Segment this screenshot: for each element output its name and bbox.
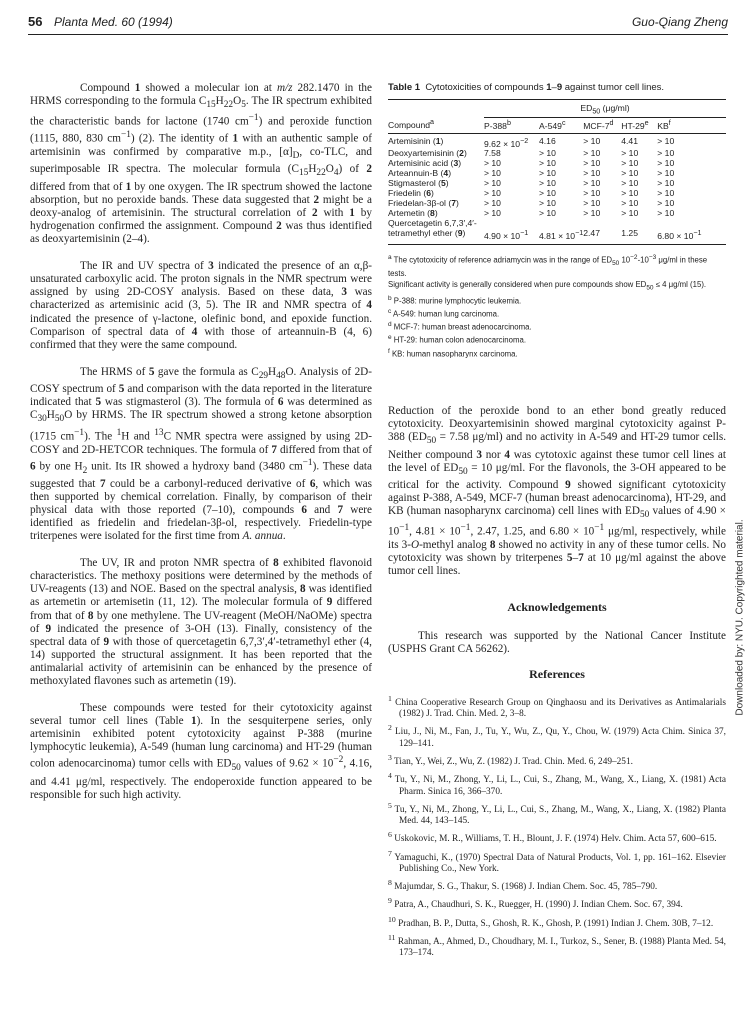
right-column: [388, 405, 726, 961]
column-header: P-388$^b$: [484, 117, 539, 133]
ed50-cell: > 10: [657, 178, 675, 189]
ed50-cell: > 10: [621, 168, 639, 179]
compound-cell: Artemetin (8): [388, 208, 438, 219]
ed50-cell: 4.16: [539, 135, 556, 146]
author-name: Guo-Qiang Zheng: [631, 15, 728, 29]
running-header: [28, 14, 728, 34]
paragraph: The IR and UV spectra of 3 indicated the presence of an α,β-unsaturated carboxylic acid. The proton signals in the NMR spectrum were assigned by using 2D-COSY analysis. Based on these data, 3 was characterized as artemisinic acid (3, 5). The IR and NMR spectra of 4 indicated the presence of γ-lactone, olefinic bond, and epoxide function. Comparison of spectral data of 4 with those of arteannuin-B (4, 6) confirmed that they were the same compound.: [30, 260, 372, 351]
reference-item: $^2$ Liu, J., Ni, M., Fan, J., Tu, Y., Wu, Z., Qu, Y., Chou, W. (1979) Acta Chim. Sinica 37, 129–141.: [388, 723, 726, 749]
reference-item: $^4$ Tu, Y., Ni, M., Zhong, Y., Li, L., Cui, S., Zhang, M., Wang, X., Liang, X. (1981) Acta Pharm. Sinica 16, 366–370.: [388, 771, 726, 797]
cytotoxicity-table: [388, 99, 726, 241]
ed50-cell: > 10: [539, 198, 556, 209]
ed50-cell: > 10: [621, 178, 639, 189]
footnote: $^e$ HT-29: human colon adenocarcinoma.: [388, 334, 526, 345]
ed50-cell: > 10: [657, 148, 675, 159]
table-caption: [388, 82, 726, 93]
column-header: MCF-7$^d$: [583, 117, 621, 133]
reference-item: $^3$ Tian, Y., Wei, Z., Wu, Z. (1982) J. Trad. Chin. Med. 6, 249–251.: [388, 752, 633, 768]
compound-cell: Quercetagetin 6,7,3′,4′-: [388, 218, 477, 229]
paragraph: These compounds were tested for their cytotoxicity against several tumor cell lines (Table 1). In the sesquiterpene series, only artemisinin exhibited potent cytotoxicity against P-388 (murine lymphocytic leukemia), A-549 (human lung carcinoma) and HT-29 (human colon adenocarcinoma) tumor cells with $ED_{50}$ values of $9.62 \times 10^{-2}$, 4.16, and 4.41 μg/ml, respectively. The endoperoxide function appeared to be responsible for such high activity.: [30, 702, 372, 801]
ed50-cell: > 10: [484, 198, 501, 209]
ed50-cell: > 10: [583, 148, 601, 159]
ed50-cell: > 10: [657, 158, 675, 169]
ed50-cell: > 10: [539, 208, 556, 219]
ed50-cell: 2.47: [583, 228, 600, 239]
header-rule: [28, 34, 728, 35]
acknowledgements-heading: Acknowledgements: [507, 599, 607, 614]
ed50-cell: > 10: [657, 168, 675, 179]
ed50-cell: > 10: [583, 135, 601, 146]
footnote: $^a$ The cytotoxicity of reference adriamycin was in the range of $ED_{50}$ $10^{-2}-10^{-3}$ μg/ml in these tests.: [388, 254, 708, 279]
ed50-cell: > 10: [657, 208, 675, 219]
reference-item: $^1$ China Cooperative Research Group on Qinghaosu and its Derivatives as Antimalarials (1982) J. Trad. Chin. Med. 2, 3–8.: [388, 693, 726, 720]
ed50-cell: > 10: [539, 188, 556, 199]
table-row: [388, 208, 726, 218]
footnote: Significant activity is generally considered when pure compounds show $ED_{50} \le 4$ μg/ml (15).: [388, 279, 707, 292]
reference-item: $^8$ Majumdar, S. G., Thakur, S. (1968) J. Indian Chem. Soc. 45, 785–790.: [388, 878, 658, 893]
footnote: $^d$ MCF-7: human breast adenocarcinoma.: [388, 321, 532, 332]
compound-cell: Stigmasterol (5): [388, 178, 449, 189]
ed50-cell: > 10: [484, 158, 501, 169]
compound-cell: Artemisinic acid (3): [388, 158, 462, 169]
compound-cell: Arteannuin-B (4): [388, 168, 452, 179]
table-bottom-rule: [388, 244, 726, 245]
ed50-cell: > 10: [583, 208, 601, 219]
table-caption-text: Cytotoxicities of compounds 1–9 against tumor cell lines.: [425, 82, 665, 93]
table-row: [388, 188, 726, 198]
ed50-cell: > 10: [484, 168, 501, 179]
ed50-cell: > 10: [657, 198, 675, 209]
ed50-cell: $4.90 \times 10^{-1}$: [484, 229, 529, 242]
ed50-cell: > 10: [621, 208, 639, 219]
ed50-header: $ED_{50}$ (μg/ml): [580, 103, 630, 116]
table-row: [388, 228, 726, 241]
reference-item: $^6$ Uskokovic, M. R., Williams, T. H., Blount, J. F. (1974) Helv. Chim. Acta 57, 600–615.: [388, 830, 717, 845]
watermark-text: Downloaded by: NYU. Copyrighted material.: [734, 519, 746, 716]
paragraph: Reduction of the peroxide bond to an ether bond greatly reduced cytotoxicity. Deoxyartemisinin showed marginal cytotoxicity against P-388 ($ED_{50} = 7.58$ μg/ml) and no activity in A-549 and HT-29 tumor cells. Neither compound 3 nor 4 was cytotoxic against these tumor cell lines at the level of $ED_{50} = 10$ μg/ml. For the flavonols, the 3-OH appeared to be critical for the activity. Compound 9 showed significant cytotoxicity against P-388, A-549, MCF-7 (human breast adenocarcinoma), HT-29, and KB (human nasopharynx carcinoma) cell lines with $ED_{50}$ values of $4.90 \times 10^{-1}$, $4.81 \times 10^{-1}$, 2.47, 1.25, and $6.80 \times 10^{-1}$ μg/ml, respectively, while its 3-O-methyl analog 8 showed no activity in any of these tumor cells. No cytotoxicity was shown by triterpenes 5–7 at 10 μg/ml against the above tumor cell lines.: [388, 405, 726, 578]
ed50-cell: $6.80 \times 10^{-1}$: [657, 229, 702, 242]
footnote: $^c$ A-549: human lung carcinoma.: [388, 307, 500, 319]
ed50-cell: > 10: [621, 158, 639, 169]
compound-cell: Artemisinin (1): [388, 135, 444, 146]
table-row: [388, 178, 726, 188]
table-row: [388, 158, 726, 168]
journal-citation: Planta Med. 60 (1994): [54, 15, 173, 29]
table-row: [388, 218, 726, 228]
footnote: $^b$ P-388: murine lymphocytic leukemia.: [388, 294, 522, 306]
acknowledgements-text: This research was supported by the National Cancer Institute (USPHS Grant CA 56262).: [388, 629, 726, 655]
compound-cell: Deoxyartemisinin (2): [388, 148, 467, 159]
ed50-cell: > 10: [484, 188, 501, 199]
ed50-cell: > 10: [583, 158, 601, 169]
ed50-cell: > 10: [621, 198, 639, 209]
table-row: [388, 198, 726, 208]
compound-cell: Friedelin (6): [388, 188, 434, 199]
table-row: [388, 133, 726, 148]
ed50-cell: $4.81 \times 10^{-1}$: [539, 229, 584, 242]
ed50-cell: > 10: [657, 135, 675, 146]
download-watermark: [733, 440, 747, 800]
ed50-cell: > 10: [621, 148, 639, 159]
table-footnotes: [388, 253, 726, 358]
reference-item: $^5$ Tu, Y., Ni, M., Zhong, Y., Li, L., Cui, S., Zhang, M., Wang, X., Liang, X. (1982) Planta Med. 44, 143–145.: [388, 800, 726, 827]
reference-item: $^9$ Patra, A., Chaudhuri, S. K., Ruegger, H. (1990) J. Indian Chem. Soc. 67, 394.: [388, 896, 683, 911]
compound-cell: tetramethyl ether (9): [388, 228, 466, 239]
page-number: 56: [28, 14, 43, 29]
footnote: $^f$ KB: human nasopharynx carcinoma.: [388, 347, 518, 359]
table-row: [388, 168, 726, 178]
reference-item: $^7$ Yamaguchi, K., (1970) Spectral Data of Natural Products, Vol. 1, pp. 161–162. Elsevier Publishing Co., New York.: [388, 848, 726, 874]
table-1: [388, 82, 726, 360]
reference-list: [388, 693, 726, 959]
paragraph: The UV, IR and proton NMR spectra of 8 exhibited flavonoid characteristics. The methoxy positions were determined by the methods of UV-reagents (13) and NOE. Based on the spectral analysis, 8 was identified as artemetin or artemisetin (11, 12). The molecular formula of 9 differed from that of 8 by one methylene. The UV-reagent (MeOH/NaOMe) spectra of 9 indicated the presence of 3-OH (13). Finally, consistency of the spectral data of 9 with those of quercetagetin 6,7,3′,4′-tetramethyl ether (4, 14) supported the structural assignment. It has been reported that the antimalarial activity of artemisinin can be enhanced by the presence of methoxylated flavones such as artemetin (19).: [30, 557, 373, 687]
compound-cell: Friedelan-3β-ol (7): [388, 198, 459, 209]
ed50-cell: $9.62 \times 10^{-2}$: [484, 136, 529, 149]
ed50-cell: > 10: [539, 158, 556, 169]
ed50-cell: > 10: [583, 168, 601, 179]
references-heading: References: [529, 666, 585, 681]
reference-item: $^{11}$ Rahman, A., Ahmed, D., Choudhary, M. I., Turkoz, S., Sener, B. (1988) Planta Med. 54, 173–174.: [388, 932, 726, 959]
column-header: A-549$^c$: [539, 117, 583, 133]
ed50-cell: > 10: [657, 188, 675, 199]
ed50-cell: > 10: [583, 198, 601, 209]
table-row: [388, 148, 726, 158]
paragraph: Compound 1 showed a molecular ion at m/z 282.1470 in the HRMS corresponding to the formula $C_{15}H_{22}O_5$. The IR spectrum exhibited the characteristic bands for lactone (1740 $cm^{-1}$) and peroxide function (1115, 880, 830 $cm^{-1}$) (2). The identity of 1 with an authentic sample of artemisinin was confirmed by comparative m.p., $[\alpha]_D$, co-TLC, and superimposable IR spectra. The molecular formula $(C_{15}H_{22}O_4)$ of 2 differed from that of 1 by one oxygen. The IR spectrum showed the lactone absorption, but no peroxide bands. These data suggested that 2 might be a deoxy-analog of artemisinin. The structural correlation of 2 with 1 by hydrogenation confirmed the assignment. Compound 2 was thus identified as deoxyartemisinin (2–4).: [30, 82, 373, 246]
reference-item: $^{10}$ Pradhan, B. P., Dutta, S., Ghosh, R. K., Ghosh, P. (1991) Indian J. Chem. 30B, 7–12.: [388, 914, 714, 929]
ed50-cell: 4.41: [621, 135, 638, 146]
column-header: $KB^f$: [657, 117, 726, 133]
left-column: [30, 82, 372, 802]
ed50-cell: > 10: [484, 208, 501, 219]
ed50-cell: > 10: [539, 168, 556, 179]
ed50-cell: 7.58: [484, 148, 501, 159]
column-header: HT-29e: [621, 117, 657, 133]
table-label: Table 1: [388, 82, 421, 93]
ed50-cell: > 10: [621, 188, 639, 199]
ed50-cell: > 10: [539, 178, 556, 189]
ed50-cell: > 10: [539, 148, 556, 159]
column-header: Compound$^a$: [388, 118, 435, 131]
ed50-cell: 1.25: [621, 228, 638, 239]
ed50-cell: > 10: [583, 188, 601, 199]
paragraph: The HRMS of 5 gave the formula as $C_{29}H_{48}O$. Analysis of 2D-COSY spectrum of 5 and comparison with the data reported in the literature indicated that 5 was stigmasterol (3). The formula of 6 was determined as $C_{30}H_{50}O$ by HRMS. The IR spectrum showed a strong ketone absorption (1715 $cm^{-1}$). The $^1$H and $^{13}$C NMR spectra were assigned by using 2D-COSY and 2D-HETCOR techniques. The formula of 7 differed from that of 6 by one $H_2$ unit. Its IR showed a hydroxy band (3480 $cm^{-1}$). These data suggested that 7 could be a carbonyl-reduced derivative of 6, which was then supported by chemical correlation. Finally, by comparison of their physical data with those reported (7–10), compounds 6 and 7 were identified as friedelin and friedelan-3β-ol, respectively. Friedelin-type triterpenes were isolated for the first time from A. annua.: [30, 365, 373, 543]
ed50-cell: > 10: [484, 178, 501, 189]
ed50-cell: > 10: [583, 178, 601, 189]
